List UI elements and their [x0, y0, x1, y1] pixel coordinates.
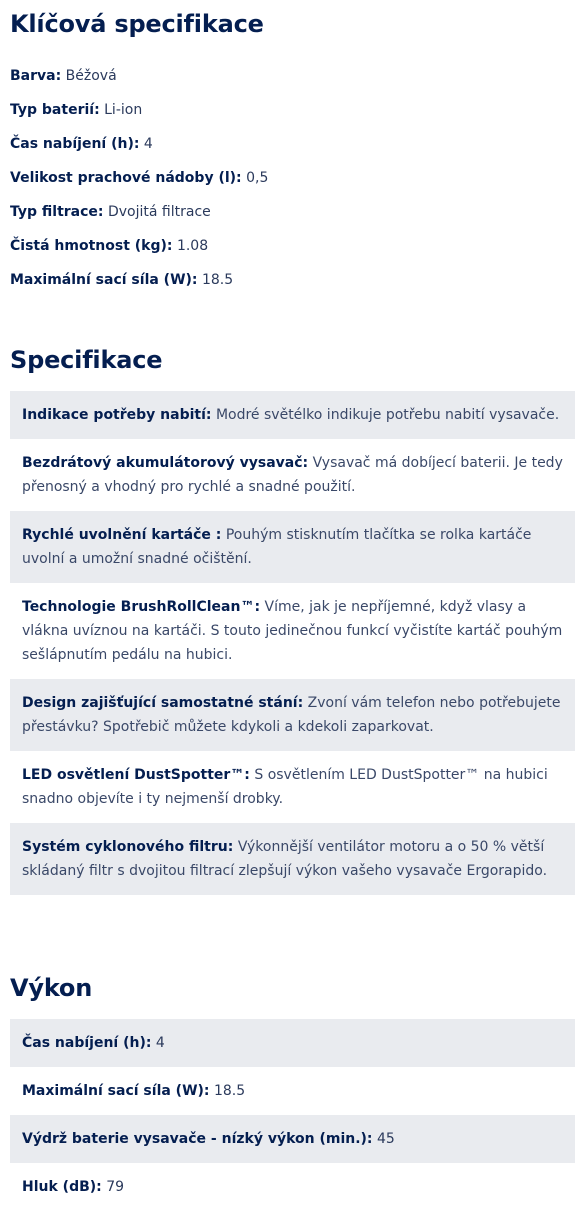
performance-value: 4 [155, 1035, 165, 1051]
spec-row-brushrollclean [10, 583, 575, 679]
spec-label: LED osvětlení DustSpotter™: [22, 767, 250, 783]
spec-label: Rychlé uvolnění kartáče : [22, 527, 222, 543]
key-spec-row-dust-container [10, 166, 575, 200]
spec-value: S osvětlením LED DustSpotter™ na hubici snadno objevíte i ty nejmenší drobky. [22, 767, 548, 807]
spec-row-freestanding [10, 679, 575, 751]
spec-row-brush-release [10, 511, 575, 583]
spec-value: Výkonnější ventilátor motoru a o 50 % větší skládaný filtr s dvojitou filtrací zlepšují výkon vašeho vysavače Ergorapido. [22, 839, 548, 879]
spec-row-charge-indicator [10, 391, 575, 439]
key-spec-label: Barva: [10, 68, 62, 84]
spec-label: Systém cyklonového filtru: [22, 839, 234, 855]
key-spec-row-color [10, 64, 575, 98]
key-spec-value: 0,5 [246, 170, 269, 186]
key-spec-row-weight [10, 234, 575, 268]
spec-label: Technologie BrushRollClean™: [22, 599, 261, 615]
performance-label: Hluk (dB): [22, 1179, 102, 1195]
performance-row-battery-low [10, 1115, 575, 1163]
performance-row-charge-time [10, 1019, 575, 1067]
performance-row-suction [10, 1067, 575, 1115]
key-spec-value: Li-ion [104, 102, 143, 118]
performance-value: 45 [377, 1131, 395, 1147]
spec-value: Zvoní vám telefon nebo potřebujete přestávku? Spotřebič můžete kdykoli a kdekoli zaparkovat. [22, 695, 561, 735]
key-spec-label: Typ baterií: [10, 102, 100, 118]
performance-value: 79 [106, 1179, 125, 1195]
key-spec-value: Béžová [65, 68, 117, 84]
spec-list [10, 391, 575, 895]
spec-value: Víme, jak je nepříjemné, když vlasy a vlákna uvíznou na kartáči. S touto jedinečnou funkcí vyčistíte kartáč pouhým sešlápnutím pedálu na hubici. [22, 599, 563, 663]
performance-list [10, 1019, 575, 1211]
performance-value: 18.5 [213, 1083, 246, 1099]
key-spec-row-charge-time [10, 132, 575, 166]
key-spec-label: Typ filtrace: [10, 204, 104, 220]
key-spec-row-filtration [10, 200, 575, 234]
key-spec-value: 1.08 [176, 238, 209, 254]
key-spec-row-battery-type [10, 98, 575, 132]
spec-row-cyclone-filter [10, 823, 575, 895]
performance-heading: Výkon [10, 974, 93, 1002]
key-spec-label: Maximální sací síla (W): [10, 272, 198, 288]
performance-label: Maximální sací síla (W): [22, 1083, 210, 1099]
key-spec-row-suction [10, 268, 575, 302]
key-spec-value: 4 [143, 136, 153, 152]
spec-value: Modré světélko indikuje potřebu nabití vysavače. [215, 407, 560, 423]
spec-label: Bezdrátový akumulátorový vysavač: [22, 455, 309, 471]
performance-label: Čas nabíjení (h): [22, 1035, 152, 1051]
key-spec-value: 18.5 [201, 272, 234, 288]
spec-heading: Specifikace [10, 346, 163, 374]
key-spec-label: Čistá hmotnost (kg): [10, 238, 173, 254]
spec-value: Pouhým stisknutím tlačítka se rolka kartáče uvolní a umožní snadné očištění. [22, 527, 532, 567]
spec-row-dustspotter [10, 751, 575, 823]
key-spec-heading: Klíčová specifikace [10, 10, 264, 38]
performance-row-noise [10, 1163, 575, 1211]
key-spec-value: Dvojitá filtrace [107, 204, 211, 220]
spec-label: Design zajišťující samostatné stání: [22, 695, 304, 711]
performance-label: Výdrž baterie vysavače - nízký výkon (min.): [22, 1131, 373, 1147]
spec-row-cordless [10, 439, 575, 511]
spec-value: Vysavač má dobíjecí baterii. Je tedy přenosný a vhodný pro rychlé a snadné použití. [22, 455, 563, 495]
key-spec-label: Velikost prachové nádoby (l): [10, 170, 242, 186]
spec-label: Indikace potřeby nabití: [22, 407, 212, 423]
key-spec-label: Čas nabíjení (h): [10, 136, 140, 152]
key-spec-list [10, 64, 575, 302]
